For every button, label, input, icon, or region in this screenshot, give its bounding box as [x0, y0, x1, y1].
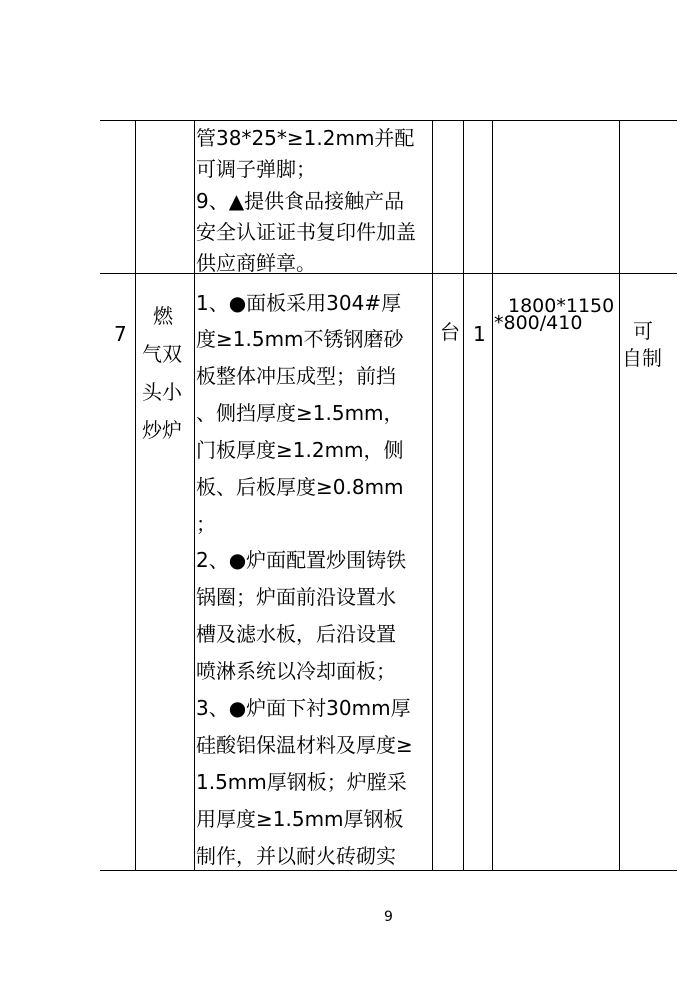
item-name-line: 气双: [142, 342, 182, 366]
description-line: 槽及滤水板，后沿设置: [196, 622, 396, 646]
unit: 台: [440, 320, 460, 344]
row-index: 7: [114, 322, 127, 346]
quantity: 1: [473, 322, 486, 346]
description-line: 、侧挡厚度≥1.5mm，: [196, 401, 404, 425]
description-line: 锅圈；炉面前沿设置水: [196, 585, 396, 609]
description-line: 3、●炉面下衬30mm厚: [196, 696, 411, 720]
size-line: *800/410: [494, 312, 583, 334]
description-line: 可调子弹脚；: [196, 157, 316, 181]
description-line: 门板厚度≥1.2mm，侧: [196, 438, 404, 462]
description-line: 9、▲提供食品接触产品: [196, 189, 405, 213]
description-line: 硅酸铝保温材料及厚度≥: [196, 733, 413, 757]
col-border: [194, 120, 195, 871]
item-name-line: 燃: [153, 304, 173, 328]
remark-line: 自制: [622, 346, 662, 370]
col-border: [619, 120, 620, 871]
description-line: 安全认证证书复印件加盖: [196, 220, 416, 244]
item-name-line: 头小: [142, 380, 182, 404]
description-line: 喷淋系统以冷却面板；: [196, 659, 396, 683]
col-border: [135, 120, 136, 871]
row-divider: [100, 273, 677, 274]
description-line: 2、●炉面配置炒围铸铁: [196, 548, 407, 572]
description-line: 板、后板厚度≥0.8mm: [196, 475, 404, 499]
description-line: 用厚度≥1.5mm厚钢板: [196, 807, 404, 831]
description-line: 板整体冲压成型；前挡: [196, 364, 396, 388]
size-line: 1800*1150: [508, 295, 615, 317]
col-border: [492, 120, 493, 871]
page-number: 9: [384, 909, 393, 925]
description-line: 1.5mm厚钢板；炉膛采: [196, 770, 407, 794]
description-line: 管38*25*≥1.2mm并配: [196, 126, 415, 150]
description-line: 制作，并以耐火砖砌实: [196, 844, 396, 868]
description-line: 供应商鲜章。: [196, 251, 316, 275]
item-name-line: 炒炉: [142, 418, 182, 442]
remark-line: 可: [633, 319, 653, 343]
table-bottom-border: [100, 870, 677, 871]
col-border: [432, 120, 433, 871]
description-line: 1、●面板采用304#厚: [196, 291, 402, 315]
table-top-border: [100, 120, 677, 121]
description-line: ；: [196, 512, 216, 536]
col-border: [463, 120, 464, 871]
description-line: 度≥1.5mm不锈钢磨砂: [196, 327, 404, 351]
